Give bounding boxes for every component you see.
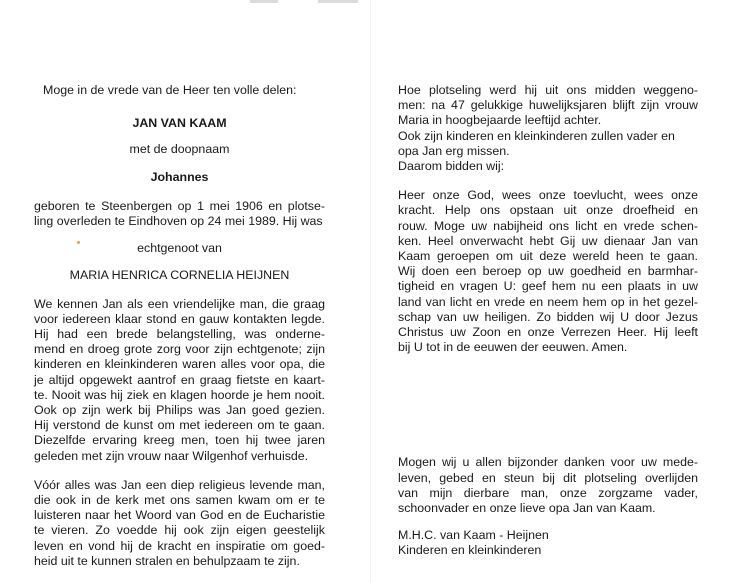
bio-line: voor iedereen klaar stond en gauw kontakten legde. — [34, 311, 325, 326]
thanks-paragraph — [398, 455, 698, 516]
faith-paragraph — [34, 478, 325, 569]
signature-block — [398, 528, 698, 558]
loss-line: men: na 47 gelukkige huwelijksjaren blijft zijn vrouw — [398, 98, 698, 113]
bio-line: Diezelfde ervaring kreeg men, toen hij twee jaren — [34, 433, 325, 448]
signature-line: M.H.C. van Kaam - Heijnen — [398, 528, 549, 543]
prayer-line: Kaam geroepen om uit deze wereld heen te gaan. — [398, 249, 698, 264]
prayer-line: tigheid en vragen U: geef hem nu een plaats in uw — [398, 279, 698, 294]
loss-line: Daarom bidden wij: — [398, 159, 505, 174]
faith-line: te vieren. Zo voedde hij ook zijn eigen geestelijk — [34, 523, 325, 538]
bio-line: We kennen Jan als een vriendelijke man, die graag — [34, 296, 325, 311]
spouse-label: echtgenoot van — [137, 241, 222, 256]
scan-mark — [318, 0, 358, 3]
bio-line: je altijd opgewekt aantrof en graag fietste en kaart- — [34, 372, 325, 387]
loss-line: Ook zijn kinderen en kleinkinderen zullen vader en — [398, 128, 675, 143]
birth-line: ling overleden te Eindhoven op 24 mei 1989. Hij was — [34, 214, 323, 229]
left-panel — [34, 83, 325, 569]
fold-line — [370, 0, 371, 583]
prayer-line: ken. Heel onverwacht hebt Gij uw dienaar Jan van — [398, 233, 698, 248]
faith-line: Vóór alles was Jan een diep religieus levende man, — [34, 477, 325, 492]
prayer-line: Wij doen een beroep op uw goedheid en barmhar- — [398, 264, 698, 279]
prayer-line: schap van uw heiligen. Zo bidden wij U door Jezus — [398, 309, 698, 324]
bio-line: geleden met zijn vrouw naar Wilgenhof verhuisde. — [34, 448, 309, 463]
bio-line: Ook op zijn werk bij Philips was Jan goed gezien. — [34, 403, 325, 418]
faith-line: heid uit te kunnen stralen en behulpzaam te zijn. — [34, 553, 300, 568]
thanks-line: Mogen wij u allen bijzonder danken voor uw mede- — [398, 455, 698, 470]
birth-paragraph — [34, 199, 325, 229]
prayer-line: kracht. Help ons opstaan uit onze droefheid en — [398, 203, 698, 218]
loss-line: Maria in hoogbejaarde leeftijd achter. — [398, 113, 602, 128]
prayer-line: rouw. Moge uw nabijheid ons licht en vrede schen- — [398, 218, 698, 233]
bio-line: te. Nooit was hij ziek en klagen hoorde je hem nooit. — [34, 387, 325, 402]
prayer-line: bij U tot in de eeuwen der eeuwen. Amen. — [398, 340, 628, 355]
loss-line: opa Jan erg missen. — [398, 143, 510, 158]
biography-paragraph — [34, 297, 325, 464]
thanks-line: schoonvader en onze lieve opa Jan van Kaam. — [398, 501, 656, 516]
prayer-line: land van licht en vrede en neem hem op in het gezel- — [398, 294, 698, 309]
prayer-line: Christus uw Zoon en onze Verrezen Heer. Hij leeft — [398, 325, 698, 340]
faith-line: luisteren naar het Woord van God en de Eucharistie — [34, 508, 325, 523]
right-panel — [398, 83, 698, 559]
bio-line: Hij had een brede belangstelling, was onderne- — [34, 327, 325, 342]
loss-paragraph — [398, 83, 698, 174]
birth-line: geboren te Steenbergen op 1 mei 1906 en plotse- — [34, 198, 325, 213]
deceased-name: JAN VAN KAAM — [132, 116, 227, 131]
faith-line: leven en vond hij de kracht en inspiratie om goed- — [34, 538, 325, 553]
spouse-name: MARIA HENRICA CORNELIA HEIJNEN — [69, 268, 290, 283]
thanks-line: leven, gebed en steun bij dit plotseling overlijden — [398, 470, 698, 485]
scan-mark — [250, 0, 278, 3]
bio-line: kinderen en kleinkinderen waren alles voor opa, die — [34, 357, 325, 372]
baptism-name: Johannes — [150, 169, 209, 184]
baptism-label: met de doopnaam — [129, 142, 230, 157]
bio-line: Hij verstond de kunst om met iedereen om te gaan. — [34, 418, 325, 433]
thanks-line: van mijn dierbare man, onze zorgzame vader, — [398, 485, 698, 500]
bio-line: mend en droeg grote zorg voor zijn echtgenote; zijn — [34, 342, 325, 357]
signature-line: Kinderen en kleinkinderen — [398, 543, 542, 558]
faith-line: die ook in de kerk met ons samen kwam om er te — [34, 493, 325, 508]
opening-line: Moge in de vrede van de Heer ten volle delen: — [43, 83, 297, 97]
prayer-line: Heer onze God, wees onze toevlucht, wees onze — [398, 188, 698, 203]
loss-line: Hoe plotseling werd hij uit ons midden weggeno- — [398, 83, 698, 97]
prayer-paragraph — [398, 188, 698, 355]
